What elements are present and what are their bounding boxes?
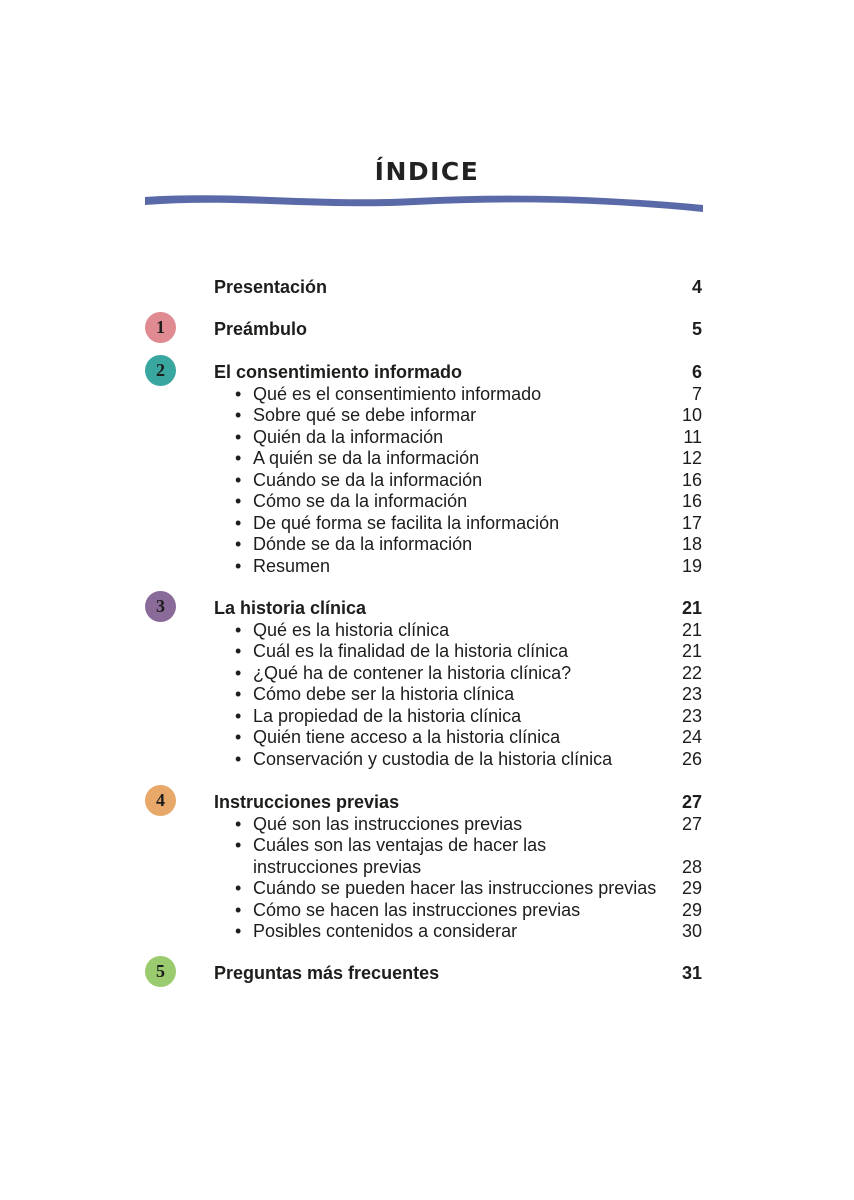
- bullet-icon: •: [235, 426, 242, 447]
- toc-entry-label: Preguntas más frecuentes: [214, 963, 440, 983]
- toc-subentry[interactable]: [214, 813, 702, 835]
- toc-entry-page: 27: [681, 813, 702, 834]
- bullet-icon: •: [235, 835, 242, 855]
- toc-section-heading[interactable]: [214, 597, 702, 619]
- toc-entry-label: Sobre qué se debe informar: [253, 405, 477, 425]
- toc-subentry[interactable]: [214, 640, 702, 662]
- toc-entry-page: 12: [681, 448, 702, 468]
- toc-entry-label: Instrucciones previas: [214, 792, 400, 812]
- bullet-icon: •: [235, 727, 242, 747]
- toc-section-heading[interactable]: [214, 791, 702, 813]
- bullet-icon: •: [235, 641, 242, 661]
- section-number-badge: 1: [145, 312, 176, 343]
- bullet-icon: •: [235, 878, 242, 898]
- toc-subentry[interactable]: [214, 404, 702, 426]
- toc-subentry[interactable]: [214, 533, 702, 555]
- bullet-icon: •: [235, 899, 242, 920]
- toc-subentry[interactable]: [214, 920, 702, 942]
- toc-entry-page: 27: [681, 792, 702, 812]
- bullet-icon: •: [235, 448, 242, 468]
- bullet-icon: •: [235, 619, 242, 640]
- toc-entry-label: La propiedad de la historia clínica: [253, 705, 522, 726]
- page-title: ÍNDICE: [374, 157, 480, 186]
- bullet-icon: •: [235, 684, 242, 704]
- toc-subentry[interactable]: [214, 834, 702, 856]
- bullet-icon: •: [235, 748, 242, 769]
- toc-entry-label: Preámbulo: [214, 319, 308, 339]
- toc-subentry[interactable]: [214, 426, 702, 448]
- toc-entry-label: El consentimiento informado: [214, 362, 463, 382]
- toc-entry-page: 10: [681, 405, 702, 425]
- toc-entry-page: 22: [681, 662, 702, 683]
- toc-entry-presentacion[interactable]: [214, 276, 702, 298]
- toc-entry-label: Conservación y custodia de la historia clínica: [253, 748, 613, 769]
- toc-entry-page: 16: [681, 491, 702, 511]
- toc-entry-page: 21: [681, 641, 702, 661]
- bullet-icon: •: [235, 405, 242, 425]
- toc-entry-label: Qué es el consentimiento informado: [253, 383, 542, 404]
- toc-entry-label: Cómo se da la información: [253, 491, 468, 511]
- toc-entry-page: 21: [681, 619, 702, 640]
- toc-entry-page: 17: [681, 512, 702, 533]
- toc-subentry[interactable]: [214, 662, 702, 684]
- toc-subentry[interactable]: [214, 705, 702, 727]
- toc-section-heading[interactable]: [214, 962, 702, 984]
- toc-entry-page: 4: [691, 277, 702, 297]
- toc-entry-page: 11: [683, 426, 702, 447]
- toc-entry-label: Qué son las instrucciones previas: [253, 813, 523, 834]
- toc-subentry[interactable]: [214, 555, 702, 577]
- toc-entry-page: 28: [681, 856, 702, 877]
- toc-entry-page: 16: [681, 469, 702, 490]
- bullet-icon: •: [235, 469, 242, 490]
- toc-entry-page: 21: [681, 598, 702, 618]
- toc-entry-page: 31: [681, 963, 702, 983]
- toc-subentry[interactable]: [214, 683, 702, 705]
- toc-subentry[interactable]: [214, 726, 702, 748]
- toc-subentry[interactable]: [214, 512, 702, 534]
- toc-entry-label: La historia clínica: [214, 598, 367, 618]
- toc-subentry[interactable]: [214, 619, 702, 641]
- toc-entry-page: 26: [681, 748, 702, 769]
- toc-entry-page: 24: [681, 727, 702, 747]
- toc-entry-label: Quién tiene acceso a la historia clínica: [253, 727, 561, 747]
- toc-section-heading[interactable]: [214, 361, 702, 383]
- toc-entry-label: Cuándo se da la información: [253, 469, 483, 490]
- toc-entry-page: 30: [681, 921, 702, 941]
- bullet-icon: •: [235, 491, 242, 511]
- section-number-badge: 3: [145, 591, 176, 622]
- toc-entry-label: A quién se da la información: [253, 448, 480, 468]
- toc-entry-label: Dónde se da la información: [253, 534, 473, 554]
- toc-subentry[interactable]: [214, 748, 702, 770]
- toc-subentry[interactable]: [214, 469, 702, 491]
- bullet-icon: •: [235, 662, 242, 683]
- toc-entry-page: 6: [691, 362, 702, 382]
- toc-entry-label: Cuáles son las ventajas de hacer las: [253, 835, 547, 855]
- toc-entry-label: Quién da la información: [253, 426, 444, 447]
- toc-entry-page: 29: [681, 899, 702, 920]
- toc-subentry[interactable]: [214, 490, 702, 512]
- bullet-icon: •: [235, 705, 242, 726]
- toc-entry-page: 5: [691, 319, 702, 339]
- toc-entry-page: 23: [681, 705, 702, 726]
- toc-entry-page: 18: [681, 534, 702, 554]
- bullet-icon: •: [235, 555, 242, 576]
- toc-subentry[interactable]: [214, 899, 702, 921]
- toc-entry-label: ¿Qué ha de contener la historia clínica?: [253, 662, 572, 683]
- toc-subentry[interactable]: [214, 877, 702, 899]
- toc-entry-label: Cómo debe ser la historia clínica: [253, 684, 515, 704]
- bullet-icon: •: [235, 813, 242, 834]
- toc-entry-label: Resumen: [253, 555, 331, 576]
- toc-entry-page: 23: [681, 684, 702, 704]
- toc-entry-page: 19: [681, 555, 702, 576]
- bullet-icon: •: [235, 534, 242, 554]
- toc-subentry-continuation[interactable]: [214, 856, 702, 878]
- toc-entry-label: De qué forma se facilita la información: [253, 512, 560, 533]
- section-number-badge: 2: [145, 355, 176, 386]
- toc-entry-label: Cuál es la finalidad de la historia clínica: [253, 641, 569, 661]
- bullet-icon: •: [235, 383, 242, 404]
- toc-section-heading[interactable]: [214, 318, 702, 340]
- section-number-badge: 4: [145, 785, 176, 816]
- section-number-badge: 5: [145, 956, 176, 987]
- toc-entry-label: Cómo se hacen las instrucciones previas: [253, 899, 581, 920]
- toc-entry-label: instrucciones previas: [253, 856, 422, 877]
- toc-entry-page: 29: [681, 878, 702, 898]
- toc-entry-page: 7: [691, 383, 702, 404]
- toc-entry-label: Posibles contenidos a considerar: [253, 921, 518, 941]
- bullet-icon: •: [235, 512, 242, 533]
- toc-entry-label: Presentación: [214, 277, 328, 297]
- toc-entry-label: Cuándo se pueden hacer las instrucciones previas: [253, 878, 657, 898]
- toc-subentry[interactable]: [214, 447, 702, 469]
- toc-subentry[interactable]: [214, 383, 702, 405]
- toc-entry-label: Qué es la historia clínica: [253, 619, 450, 640]
- bullet-icon: •: [235, 921, 242, 941]
